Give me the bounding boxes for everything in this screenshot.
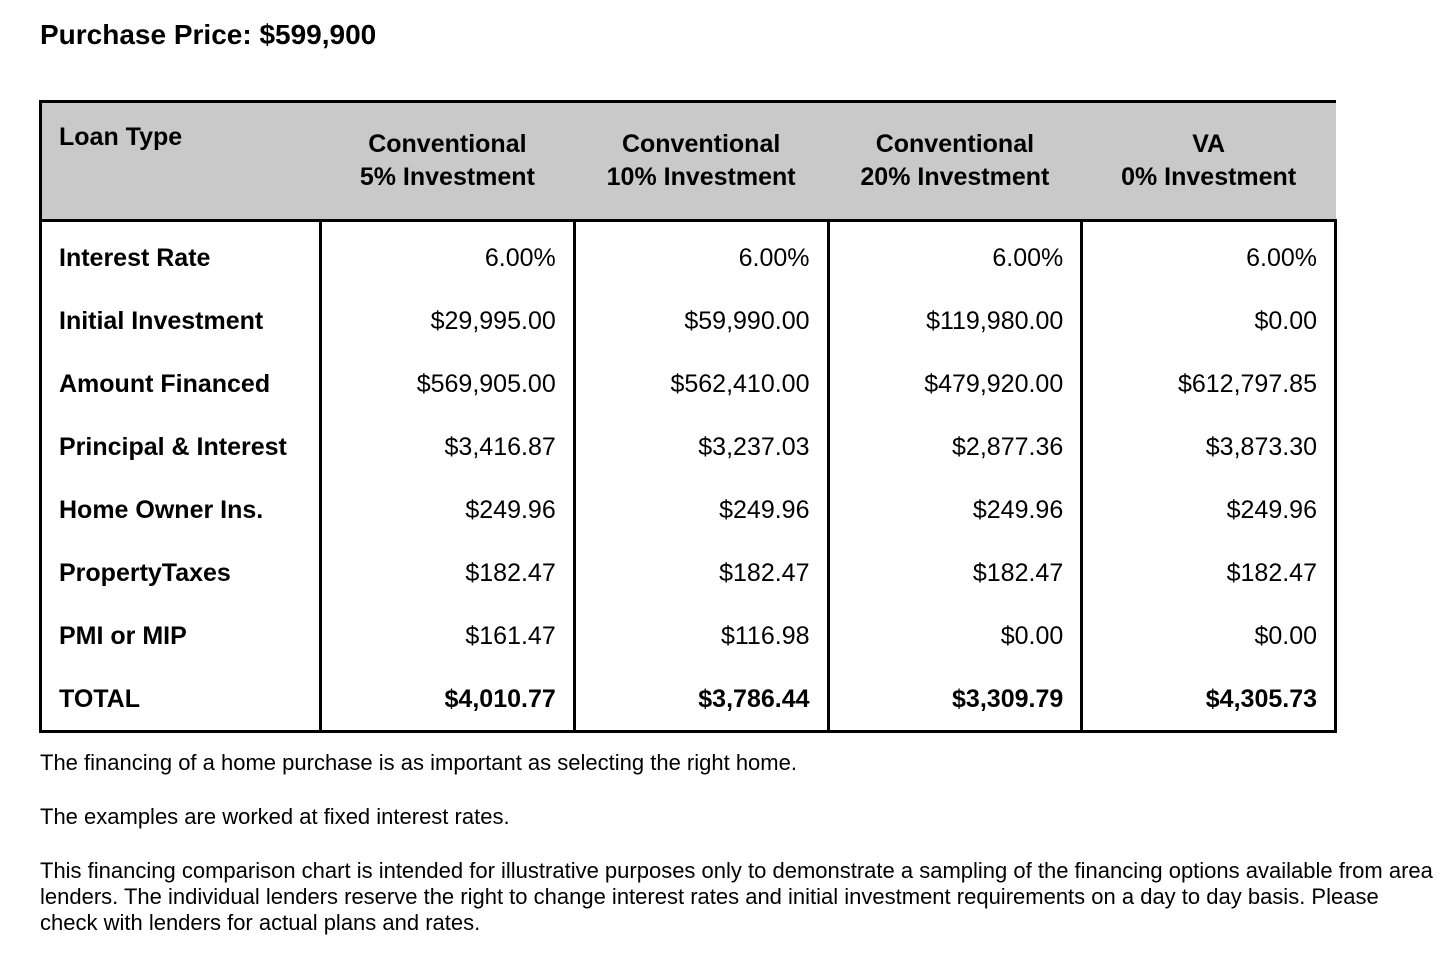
table-cell: $0.00 <box>1082 289 1336 352</box>
row-label: Amount Financed <box>41 352 321 415</box>
table-cell: $182.47 <box>1082 541 1336 604</box>
table-cell: $182.47 <box>321 541 575 604</box>
table-row <box>41 541 1336 604</box>
header-line-2: 5% Investment <box>359 163 535 191</box>
header-line-2: 0% Investment <box>1121 163 1297 191</box>
header-line-1: Conventional <box>621 130 781 158</box>
table-cell: $249.96 <box>321 478 575 541</box>
total-cell: $3,786.44 <box>574 667 828 732</box>
header-line-1: VA <box>1192 130 1226 158</box>
header-column <box>1082 102 1336 221</box>
header-column <box>828 102 1082 221</box>
table-cell: $249.96 <box>828 478 1082 541</box>
header-line-2: 20% Investment <box>860 163 1050 191</box>
table-cell: $29,995.00 <box>321 289 575 352</box>
header-line-1: Conventional <box>368 130 527 158</box>
row-label: Interest Rate <box>41 221 321 290</box>
table-cell: $182.47 <box>828 541 1082 604</box>
row-label: TOTAL <box>41 667 321 732</box>
table-cell: $0.00 <box>828 604 1082 667</box>
table-row <box>41 604 1336 667</box>
note-paragraph: This financing comparison chart is intended for illustrative purposes only to demonstrate a sampling of the financing options available from area lenders. The individual lenders reserve the right to change interest rates and initial investment requirements on a day to day basis. Please check with lenders for actual plans and rates. <box>40 858 1433 935</box>
total-cell: $4,010.77 <box>321 667 575 732</box>
row-label: Initial Investment <box>41 289 321 352</box>
financing-comparison-table <box>39 100 1337 733</box>
note-paragraph: The examples are worked at fixed interest rates. <box>40 804 510 829</box>
table-cell: 6.00% <box>574 221 828 290</box>
table-cell: $3,416.87 <box>321 415 575 478</box>
table-row <box>41 478 1336 541</box>
table-cell: 6.00% <box>321 221 575 290</box>
table-cell: $161.47 <box>321 604 575 667</box>
header-loan-type: Loan Type <box>41 102 321 221</box>
table-cell: $479,920.00 <box>828 352 1082 415</box>
table-header-row <box>41 102 1336 221</box>
table-row <box>41 289 1336 352</box>
header-line-2: 10% Investment <box>606 163 796 191</box>
table-cell: $182.47 <box>574 541 828 604</box>
table-cell: $562,410.00 <box>574 352 828 415</box>
table-cell: $249.96 <box>1082 478 1336 541</box>
table-cell: $569,905.00 <box>321 352 575 415</box>
header-column <box>574 102 828 221</box>
header-line-1: Conventional <box>875 130 1035 158</box>
table-cell: $3,873.30 <box>1082 415 1336 478</box>
total-cell: $3,309.79 <box>828 667 1082 732</box>
table-cell: $612,797.85 <box>1082 352 1336 415</box>
table-cell: 6.00% <box>828 221 1082 290</box>
table-cell: $0.00 <box>1082 604 1336 667</box>
note-paragraph: The financing of a home purchase is as important as selecting the right home. <box>40 750 797 775</box>
table-row <box>41 221 1336 290</box>
row-label: PMI or MIP <box>41 604 321 667</box>
header-column <box>321 102 575 221</box>
table-cell: $119,980.00 <box>828 289 1082 352</box>
table-cell: $59,990.00 <box>574 289 828 352</box>
page-title: Purchase Price: $599,900 <box>40 19 377 50</box>
total-cell: $4,305.73 <box>1082 667 1336 732</box>
table-row <box>41 415 1336 478</box>
row-label: PropertyTaxes <box>41 541 321 604</box>
total-row <box>41 667 1336 732</box>
table-row <box>41 352 1336 415</box>
table-cell: $3,237.03 <box>574 415 828 478</box>
table-cell: 6.00% <box>1082 221 1336 290</box>
disclaimer-notes <box>40 750 1435 964</box>
table-cell: $116.98 <box>574 604 828 667</box>
row-label: Home Owner Ins. <box>41 478 321 541</box>
table-cell: $249.96 <box>574 478 828 541</box>
table-cell: $2,877.36 <box>828 415 1082 478</box>
row-label: Principal & Interest <box>41 415 321 478</box>
